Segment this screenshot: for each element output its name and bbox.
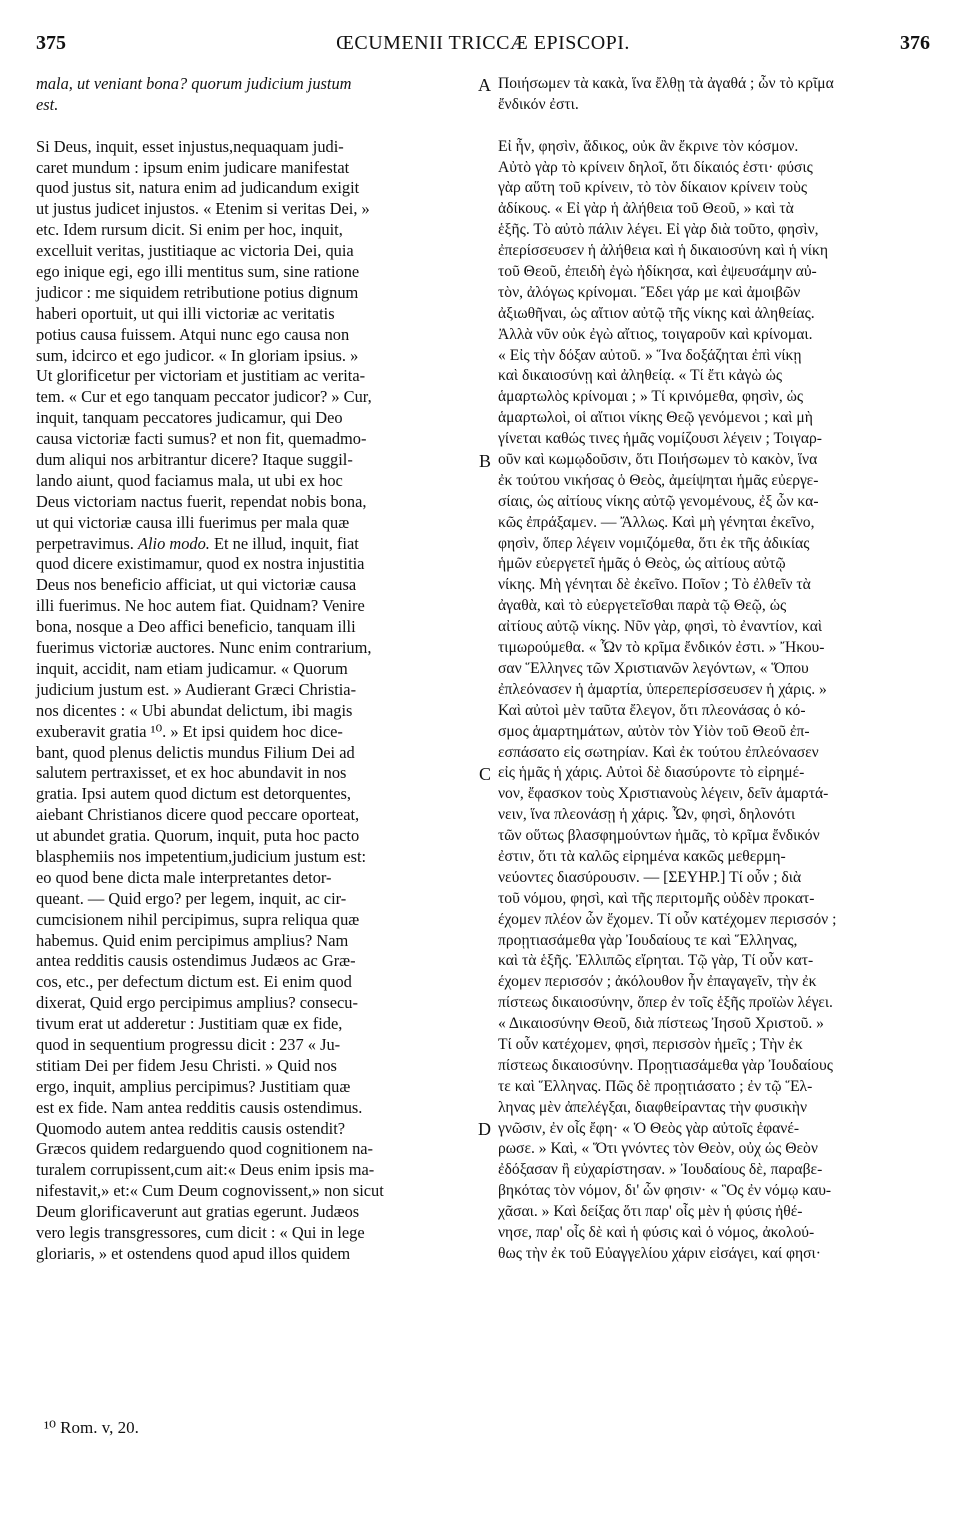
page-number-right: 376 bbox=[900, 32, 930, 54]
greek-line: τιμωρούμεθα. « Ὧν τὸ κρῖμα ἔνδικόν ἐστι. » Ἤκου- bbox=[498, 639, 825, 657]
latin-line: perpetravimus. Alio modo. Et ne illud, inquit, fiat bbox=[36, 533, 359, 553]
greek-line: σαν Ἕλληνες τῶν Χριστιανῶν λεγόντων, « Ὅπου bbox=[498, 659, 809, 677]
latin-line: Græcos quidem redarguendo quod cognitionem na- bbox=[36, 1139, 373, 1159]
greek-line: ἁμαρτωλὸς κρίνομαι ; » Τί κρινόμεθα, φησὶν, ὡς bbox=[498, 388, 804, 406]
latin-line: judicium justum est. » Audierant Græci Christia- bbox=[36, 679, 357, 699]
latin-line: caret mundum : ipsum enim judicare manifestat bbox=[36, 157, 350, 177]
margin-letter-d: D bbox=[478, 1119, 491, 1139]
latin-column bbox=[36, 74, 474, 1265]
greek-line: πίστεως δικαιοσύνην. Προῃτιασάμεθα γὰρ Ἰουδαίους bbox=[498, 1056, 833, 1074]
latin-line: ergo, inquit, amplius percipimus? Justitiam quæ bbox=[36, 1076, 351, 1096]
latin-line: Deus victoriam nactus fuerit, rependat nobis bona, bbox=[36, 491, 367, 511]
page-header bbox=[36, 32, 930, 60]
latin-line: blasphemiis nos impetentium,judicium justum est: bbox=[36, 846, 367, 866]
latin-line: exuberavit gratia ¹⁰. » Et ipsi quidem hoc dice- bbox=[36, 721, 343, 741]
greek-line: γνῶσιν, ἐν οἷς ἔφη· « Ὁ Θεὸς γὰρ αὐτοῖς ἐφανέ- bbox=[498, 1119, 800, 1137]
latin-line: inquit, accidit, nam etiam judicamur. « Quorum bbox=[36, 658, 348, 678]
margin-letter-b: B bbox=[479, 451, 492, 471]
greek-line: ἑξῆς. Τὸ αὐτὸ πάλιν λέγει. Εἰ γὰρ διὰ τοῦτο, φησὶν, bbox=[498, 221, 819, 239]
latin-line: judicor : me siquidem retributione potius dignum bbox=[36, 282, 359, 302]
latin-line: salutem pertraxisset, et ex hoc abundavit in nos bbox=[36, 763, 347, 783]
running-title: ŒCUMENII TRICCÆ EPISCOPI. bbox=[336, 32, 630, 54]
latin-line: vero legis transgressores, cum dicit : « Qui in lege bbox=[36, 1222, 365, 1242]
latin-line: turalem corrupissent,cum ait:« Deus enim ipsis ma- bbox=[36, 1160, 375, 1180]
greek-line: Τί οὖν κατέχομεν, φησὶ, περισσὸν ἡμεῖς ; Τὴν ἐκ bbox=[498, 1035, 803, 1053]
latin-line: potius causa fuissem. Atqui nunc ego causa non bbox=[36, 324, 350, 344]
latin-body bbox=[36, 137, 474, 1265]
greek-line: ληνας μὲν ἀπελέγξαι, διαφθείραντας τὴν φυσικὴν bbox=[498, 1098, 808, 1116]
latin-line: quod justus sit, natura enim ad judicandum exigit bbox=[36, 178, 360, 198]
latin-line: tivum erat ut adderetur : Justitiam quæ ex fide, bbox=[36, 1014, 343, 1034]
greek-line: ἡμῶν εὐεργετεῖ ἡμᾶς ὁ Θεὸς, ὡς αἰτίους αὐτῷ bbox=[498, 555, 786, 573]
greek-line: γὰρ αὕτη τοῦ κρίνειν, τὸ τὸν δίκαιον κρίνειν τοὺς bbox=[498, 179, 807, 197]
latin-line: illi fuerimus. Ne hoc autem fiat. Quidnam? Venire bbox=[36, 596, 365, 616]
latin-line: habemus. Quid enim percipimus amplius? Nam bbox=[36, 930, 349, 950]
latin-line: dum aliqui nos arbitrantur dicere? Itaque suggil- bbox=[36, 450, 353, 470]
latin-line: sum, idcirco et ego judicor. « In gloriam ipsius. » bbox=[36, 345, 359, 365]
latin-line: causa victoriæ facti sumus? et non fit, quemadmo- bbox=[36, 429, 367, 449]
page-number-left: 375 bbox=[36, 32, 66, 54]
latin-line: Quomodo autem antea redditis causis ostendit? bbox=[36, 1118, 346, 1138]
greek-body bbox=[498, 137, 932, 1265]
greek-line: καὶ τὰ ἑξῆς. Ἐλλιπῶς εἴρηται. Τῷ γὰρ, Τί οὖν κατ- bbox=[498, 952, 814, 970]
greek-line: Ἀλλὰ νῦν οὐκ ἐγὼ αἴτιος, τοιγαροῦν καὶ κρίνομαι. bbox=[498, 325, 813, 343]
greek-line: αἰτίους αὐτῷ νίκης. Νῦν γὰρ, φησὶ, τὸ ἐναντίον, καὶ bbox=[498, 618, 823, 636]
latin-line: etc. Idem rursum dicit. Si enim per hoc, inquit, bbox=[36, 220, 343, 240]
italic-phrase: Alio modo. bbox=[137, 533, 210, 553]
greek-line: έχομεν πλέον ὧν ἔχομεν. Τί οὖν κατέχομεν περισσόν ; bbox=[498, 910, 837, 928]
greek-top-line: ἔνδικόν ἐστι. bbox=[498, 95, 579, 113]
greek-line: Αὐτὸ γὰρ τὸ κρίνειν δηλοῖ, ὅτι δίκαιός ἐστι· φύσις bbox=[498, 158, 813, 176]
latin-line: ut qui victoriæ causa illi fuerimus per mala quæ bbox=[36, 512, 350, 532]
latin-line: Si Deus, inquit, esset injustus,nequaquam judi- bbox=[36, 136, 344, 156]
greek-line: φησὶν, ὅπερ λέγειν νομιζόμεθα, ὅτι ἐκ τῆς ἀδικίας bbox=[498, 534, 810, 552]
greek-line: ἐπλεόνασεν ἡ ἁμαρτία, ὑπερεπερίσσευσεν ἡ χάρις. » bbox=[498, 680, 827, 698]
latin-line: bona, nosque a Deo affici beneficio, tanquam illi bbox=[36, 617, 356, 637]
greek-line: σμος ἁμαρτημάτων, αὐτὸν τὸν Υἱὸν τοῦ Θεοῦ ἐπ- bbox=[498, 722, 810, 740]
latin-line: cumcisionem nihil percipimus, supra reliqua quæ bbox=[36, 909, 360, 929]
latin-line: inquit, tanquam peccatores judicamur, qui Deo bbox=[36, 408, 343, 428]
greek-line: καὶ δικαιοσύνῃ καὶ ἀληθείᾳ. « Τί ἔτι κἀγὼ ὡς bbox=[498, 367, 783, 385]
greek-line: προῃτιασάμεθα γὰρ Ἰουδαίους τε καὶ Ἕλληνας, bbox=[498, 931, 798, 949]
greek-line: ἐκ τούτου νικήσας ὁ Θεὸς, ἀμείψηται ἡμᾶς εὐεργε- bbox=[498, 471, 819, 489]
latin-line: Ut glorificetur per victoriam et justitiam ac verita- bbox=[36, 366, 366, 386]
latin-line: stitiam Dei per fidem Jesu Christi. » Quid nos bbox=[36, 1055, 337, 1075]
greek-line: πίστεως δικαιοσύνην, ὅπερ ἐν τοῖς ἑξῆς προϊὼν λέγει. bbox=[498, 994, 833, 1012]
greek-line: νειν, ἵνα πλεονάσῃ ἡ χάρις. Ὧν, φησὶ, δηλονότι bbox=[498, 806, 796, 824]
greek-line: « Δικαιοσύνην Θεοῦ, διὰ πίστεως Ἰησοῦ Χριστοῦ. » bbox=[498, 1015, 824, 1033]
greek-line: βηκότας τὸν νόμον, δι' ὧν φησιν· « Ὃς ἐν νόμῳ καυ- bbox=[498, 1182, 832, 1200]
greek-line: οῦν καὶ κωμῳδοῦσιν, ὅτι Ποιήσωμεν τὸ κακὸν, ἵνα bbox=[498, 451, 818, 469]
greek-line: Καὶ αὐτοὶ μὲν ταῦτα ἔλεγον, ὅτι πλεονάσας ὁ κό- bbox=[498, 701, 806, 719]
greek-line: θως τὴν ἐκ τοῦ Εὐαγγελίου χάριν εἰσάγει, καί φησι· bbox=[498, 1244, 821, 1262]
latin-line: cos, etc., per defectum dictum est. Ei enim quod bbox=[36, 972, 352, 992]
latin-line: quod dicere existimamur, quod ex nostra injustitia bbox=[36, 554, 365, 574]
latin-line: ego inique egi, ego illi mentitus sum, sine ratione bbox=[36, 262, 360, 282]
greek-line: κῶς ἐπράξαμεν. — Ἄλλως. Καὶ μὴ γένηται ἐκεῖνο, bbox=[498, 513, 815, 531]
greek-line: ἀδίκους. « Εἰ γὰρ ἡ ἀλήθεια τοῦ Θεοῦ, » καὶ τὰ bbox=[498, 200, 794, 218]
greek-line: ρωσε. » Καὶ, « Ὅτι γνόντες τὸν Θεὸν, οὐχ ὡς Θεὸν bbox=[498, 1140, 818, 1158]
latin-line: excelluit veritas, justitiaque ac victoria Dei, quia bbox=[36, 241, 354, 261]
latin-line: eo quod bene dicta male interpretantes detor- bbox=[36, 867, 332, 887]
latin-line: ut abundet gratia. Quorum, inquit, puta hoc pacto bbox=[36, 826, 360, 846]
latin-top-line: est. bbox=[36, 94, 59, 114]
greek-line: έχομεν περισσόν ; ἀκόλουθον ἦν ἐπαγαγεῖν, τὴν ἐκ bbox=[498, 973, 817, 991]
greek-line: νίκης. Μὴ γένηται δὲ ἐκεῖνο. Ποῖον ; Τὸ ἐλθεῖν τὰ bbox=[498, 576, 811, 594]
greek-line: χᾶσαι. » Καὶ δείξας ὅτι παρ' οἷς μὲν ἡ φύσις ἠθέ- bbox=[498, 1203, 803, 1221]
greek-line: ἐστιν, ὅτι τὰ καλῶς εἰρημένα κακῶς μεθερμη- bbox=[498, 847, 786, 865]
latin-line: dixerat, Quid ergo percipimus amplius? consecu- bbox=[36, 993, 358, 1013]
greek-line: τῶν οὕτως βλασφημούντων ἡμᾶς, τὸ κρῖμα ἔνδικόν bbox=[498, 827, 820, 845]
latin-line: queant. — Quid ergo? per legem, inquit, ac cir- bbox=[36, 888, 347, 908]
greek-line: ἐπερίσσευσεν ἡ ἀλήθεια καὶ ἡ δικαιοσύνη καὶ ἡ νίκη bbox=[498, 242, 829, 260]
greek-line: « Εἰς τὴν δόξαν αὐτοῦ. » Ἵνα δοξάζηται ἐπὶ νίκῃ bbox=[498, 346, 802, 364]
latin-line: ut justus judicet injustos. « Etenim si veritas Dei, » bbox=[36, 199, 370, 219]
greek-line: ἁμαρτωλοὶ, οἱ αἴτιοι νίκης Θεῷ γενόμενοι ; καὶ μὴ bbox=[498, 409, 813, 427]
latin-line: haberi oportuit, ut qui illi victoriæ ac veritatis bbox=[36, 303, 335, 323]
greek-line: τὸν, ἀλόγως κρίνομαι. Ἔδει γάρ με καὶ ἀμοιβῶν bbox=[498, 283, 801, 301]
latin-top-line: mala, ut veniant bona? quorum judicium justum bbox=[36, 74, 352, 93]
greek-line: νον, ἔφασκον τοὺς Χριστιανοὺς λέγειν, δεῖν ἁμαρτά- bbox=[498, 785, 829, 803]
margin-letter-c: C bbox=[479, 764, 492, 784]
greek-line: εἰς ἡμᾶς ἡ χάρις. Αὐτοὶ δὲ διασύροντε τὸ εἰρημέ- bbox=[498, 764, 805, 782]
latin-line: aiebant Christianos dicere quod peccare oporteat, bbox=[36, 805, 360, 825]
greek-line: τοῦ Θεοῦ, ἐπειδὴ ἐγὼ ἠδίκησα, καὶ ἐψευσάμην αὐ- bbox=[498, 263, 817, 281]
latin-line: nifestavit,» et:« Cum Deum cognovissent,» non sicut bbox=[36, 1181, 384, 1201]
greek-line: Εἰ ἦν, φησὶν, ἄδικος, οὐκ ἂν ἔκρινε τὸν κόσμον. bbox=[498, 137, 799, 155]
greek-line: ἀξιωθῆναι, ὡς αἴτιον αὐτῷ τῆς νίκης καὶ ἀληθείας. bbox=[498, 304, 815, 322]
greek-line: νεύοντες διασύρουσιν. — [ΣΕΥΗΡ.] Τί οὖν ; διὰ bbox=[498, 868, 802, 886]
greek-line: τε καὶ Ἕλληνας. Πῶς δὲ προῃτιάσατο ; ἐν τῷ Ἕλ- bbox=[498, 1077, 813, 1095]
latin-line: Deus nos beneficio afficiat, ut qui victoriæ causa bbox=[36, 575, 357, 595]
greek-line: τοῦ νόμου, φησὶ, καὶ τῆς περιτομῆς οὐδὲν προκατ- bbox=[498, 889, 815, 907]
latin-line: bant, quod plenus delictis mundus Filium Dei ad bbox=[36, 742, 355, 762]
greek-line: σίαις, ὡς αἰτίους νίκης αὐτῷ γενομένους, ἐξ ὧν κα- bbox=[498, 492, 819, 510]
greek-column bbox=[498, 74, 932, 1265]
greek-line: εσπάσατο εἰς σωτηρίαν. Καὶ ἐκ τούτου ἐπλεόνασεν bbox=[498, 743, 819, 761]
latin-line: gloriaris, » et ostendens quod apud illos quidem bbox=[36, 1243, 351, 1263]
latin-line: gratia. Ipsi autem quod dictum est detorquentes, bbox=[36, 784, 351, 804]
greek-line: ἐδόξασαν ἢ εὐχαρίστησαν. » Ἰουδαίους δὲ, παραβε- bbox=[498, 1161, 823, 1179]
latin-line: quod in sequentium progressu dicit : 237 « Ju- bbox=[36, 1034, 341, 1054]
latin-line: Deum glorificaverunt aut gratias egerunt. Judæos bbox=[36, 1202, 360, 1222]
latin-line: antea redditis causis ostendimus Judæos ac Græ- bbox=[36, 951, 356, 971]
latin-line: est ex fide. Nam antea redditis causis ostendimus. bbox=[36, 1097, 363, 1117]
greek-line: γίνεται καθώς τινες ἡμᾶς νομίζουσι λέγειν ; Τοιγαρ- bbox=[498, 430, 822, 448]
greek-line: νησε, παρ' οἷς δὲ καὶ ἡ φύσις καὶ ὁ νόμος, ἀκολού- bbox=[498, 1223, 815, 1241]
latin-line: fuerimus victoriæ auctores. Nunc enim contrarium, bbox=[36, 638, 372, 658]
latin-line: tem. « Cur et ego tanquam peccator judicor? » Cur, bbox=[36, 387, 372, 407]
greek-line: ἀγαθὰ, καὶ τὸ εὐεργετεῖσθαι παρὰ τῷ Θεῷ, ὡς bbox=[498, 597, 787, 615]
latin-line: nos dicentes : « Ubi abundat delictum, ibi magis bbox=[36, 700, 353, 720]
latin-line: lando aiunt, quod faciamus mala, ut ubi ex hoc bbox=[36, 470, 343, 490]
margin-letter-a: A bbox=[478, 75, 491, 95]
footnote: ¹⁰ Rom. v, 20. bbox=[44, 1418, 139, 1437]
greek-top-line: Ποιήσωμεν τὰ κακὰ, ἵνα ἔλθῃ τὰ ἀγαθά ; ὧν τὸ κρῖμα bbox=[498, 75, 834, 92]
